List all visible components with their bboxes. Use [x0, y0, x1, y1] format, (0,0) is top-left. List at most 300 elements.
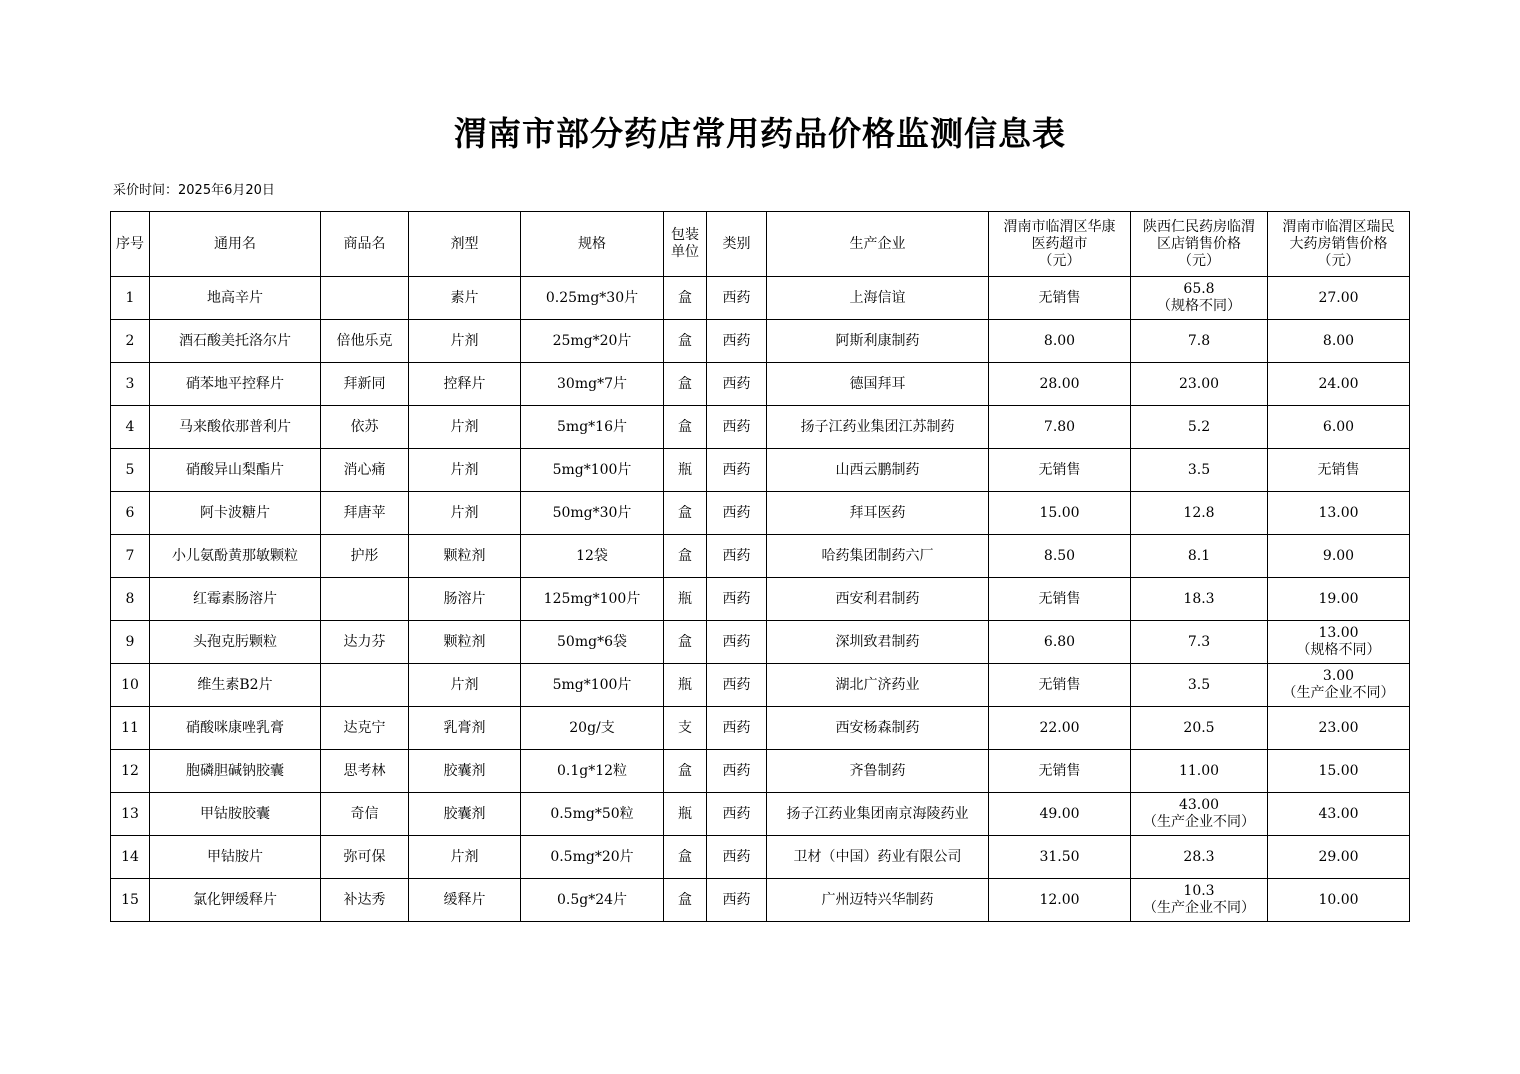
table-header-row: [111, 212, 1410, 277]
cell-price-huakang: [989, 621, 1131, 664]
header-dosage-form: [409, 212, 521, 277]
cell-category: [707, 793, 767, 836]
cell-brand-name-value: 倍他乐克: [336, 332, 393, 349]
cell-generic-name: [150, 879, 321, 922]
cell-price-ruimin: [1268, 535, 1410, 578]
cell-spec: [521, 836, 664, 879]
cell-category-value: 西药: [722, 676, 751, 693]
cell-category-value: 西药: [722, 633, 751, 650]
cell-pack-unit-value: 瓶: [678, 805, 692, 822]
cell-generic-name-value: 硝苯地平控释片: [186, 375, 284, 392]
cell-dosage-form-value: 肠溶片: [443, 590, 486, 607]
cell-brand-name-value: 消心痛: [343, 461, 386, 478]
cell-spec-value: 25mg*20片: [552, 332, 632, 349]
cell-no-value: 15: [121, 891, 139, 908]
cell-generic-name: [150, 578, 321, 621]
cell-dosage-form: [409, 621, 521, 664]
cell-no: [111, 621, 150, 664]
cell-price-renmin-value: 5.2: [1187, 418, 1211, 435]
cell-pack-unit-value: 盒: [678, 633, 692, 650]
cell-price-ruimin-value: 24.00: [1318, 375, 1359, 392]
cell-price-ruimin: [1268, 664, 1410, 707]
cell-manufacturer: [767, 535, 989, 578]
cell-pack-unit-value: 盒: [678, 547, 692, 564]
cell-generic-name: [150, 793, 321, 836]
header-line: 通用名: [214, 235, 256, 252]
cell-pack-unit-value: 盒: [678, 375, 692, 392]
cell-pack-unit: [664, 277, 707, 320]
table-row: [111, 707, 1410, 750]
cell-pack-unit: [664, 750, 707, 793]
cell-price-huakang-value: 无销售: [1038, 461, 1081, 478]
cell-no: [111, 578, 150, 621]
cell-pack-unit-value: 盒: [678, 504, 692, 521]
cell-manufacturer: [767, 664, 989, 707]
cell-no: [111, 320, 150, 363]
cell-price-renmin-value: 3.5: [1187, 676, 1211, 693]
cell-dosage-form: [409, 277, 521, 320]
cell-price-huakang: [989, 277, 1131, 320]
table-row: [111, 277, 1410, 320]
cell-manufacturer: [767, 707, 989, 750]
cell-spec: [521, 621, 664, 664]
header-line: （元）: [1038, 252, 1081, 269]
cell-price-renmin: [1131, 406, 1268, 449]
cell-price-huakang: [989, 793, 1131, 836]
cell-category: [707, 879, 767, 922]
cell-price-renmin-note: （规格不同）: [1157, 298, 1241, 314]
table-row: [111, 793, 1410, 836]
cell-price-renmin-value: 65.8: [1183, 281, 1215, 297]
table-row: [111, 836, 1410, 879]
cell-price-huakang: [989, 449, 1131, 492]
cell-pack-unit-value: 盒: [678, 891, 692, 908]
cell-manufacturer: [767, 879, 989, 922]
cell-price-renmin: [1131, 578, 1268, 621]
cell-price-ruimin-value: 23.00: [1318, 719, 1359, 736]
table-row: [111, 406, 1410, 449]
cell-brand-name: [321, 449, 409, 492]
cell-no: [111, 492, 150, 535]
cell-price-huakang-value: 无销售: [1038, 590, 1081, 607]
cell-generic-name-value: 小儿氨酚黄那敏颗粒: [172, 547, 298, 564]
cell-brand-name: [321, 277, 409, 320]
cell-price-renmin-value: 10.3: [1183, 883, 1215, 899]
cell-manufacturer: [767, 578, 989, 621]
cell-price-huakang: [989, 578, 1131, 621]
cell-manufacturer: [767, 793, 989, 836]
cell-dosage-form-value: 片剂: [450, 461, 479, 478]
cell-price-huakang: [989, 492, 1131, 535]
cell-price-renmin: [1131, 320, 1268, 363]
header-price-renmin: [1131, 212, 1268, 277]
cell-price-ruimin-value: 29.00: [1318, 848, 1359, 865]
header-spec: [521, 212, 664, 277]
cell-generic-name-value: 阿卡波糖片: [200, 504, 270, 521]
cell-price-ruimin: [1268, 793, 1410, 836]
cell-no: [111, 406, 150, 449]
cell-category: [707, 492, 767, 535]
cell-no-value: 9: [125, 633, 135, 650]
cell-spec: [521, 707, 664, 750]
cell-price-ruimin-value: 13.00: [1318, 625, 1359, 641]
cell-brand-name: [321, 492, 409, 535]
cell-brand-name: [321, 578, 409, 621]
page-title: 渭南市部分药店常用药品价格监测信息表: [454, 114, 1066, 153]
cell-category: [707, 836, 767, 879]
cell-generic-name: [150, 320, 321, 363]
cell-no-value: 10: [121, 676, 139, 693]
cell-no: [111, 793, 150, 836]
cell-price-huakang-value: 49.00: [1039, 805, 1080, 822]
header-line: 序号: [116, 235, 144, 252]
cell-dosage-form-value: 片剂: [450, 504, 479, 521]
cell-generic-name-value: 甲钴胺片: [207, 848, 263, 865]
header-pack-unit: [664, 212, 707, 277]
cell-pack-unit-value: 盒: [678, 289, 692, 306]
cell-category: [707, 621, 767, 664]
cell-dosage-form: [409, 363, 521, 406]
cell-price-renmin-value: 12.8: [1183, 504, 1215, 521]
cell-price-renmin-value: 28.3: [1183, 848, 1215, 865]
cell-category-value: 西药: [722, 418, 751, 435]
table-row: [111, 578, 1410, 621]
cell-dosage-form: [409, 750, 521, 793]
cell-manufacturer: [767, 320, 989, 363]
cell-dosage-form: [409, 664, 521, 707]
cell-price-huakang: [989, 879, 1131, 922]
cell-spec: [521, 750, 664, 793]
cell-pack-unit: [664, 578, 707, 621]
cell-manufacturer: [767, 836, 989, 879]
cell-pack-unit-value: 盒: [678, 762, 692, 779]
cell-manufacturer: [767, 277, 989, 320]
cell-manufacturer: [767, 363, 989, 406]
header-line: （元）: [1317, 252, 1360, 269]
cell-brand-name: [321, 707, 409, 750]
cell-manufacturer-value: 齐鲁制药: [849, 762, 906, 779]
table-row: [111, 320, 1410, 363]
cell-brand-name: [321, 363, 409, 406]
cell-price-huakang: [989, 750, 1131, 793]
cell-spec-value: 5mg*100片: [552, 676, 632, 693]
cell-pack-unit: [664, 449, 707, 492]
cell-no: [111, 363, 150, 406]
cell-brand-name-value: 达克宁: [343, 719, 386, 736]
cell-no-value: 2: [125, 332, 135, 349]
cell-price-renmin-value: 7.8: [1187, 332, 1211, 349]
header-manufacturer: [767, 212, 989, 277]
cell-no: [111, 664, 150, 707]
cell-spec-value: 0.25mg*30片: [545, 289, 639, 306]
cell-generic-name: [150, 492, 321, 535]
header-generic-name: [150, 212, 321, 277]
cell-price-ruimin-value: 8.00: [1322, 332, 1355, 349]
cell-no-value: 12: [121, 762, 139, 779]
cell-brand-name-value: 拜唐苹: [343, 504, 386, 521]
cell-generic-name: [150, 363, 321, 406]
cell-spec: [521, 277, 664, 320]
cell-pack-unit: [664, 879, 707, 922]
cell-price-renmin: [1131, 621, 1268, 664]
cell-brand-name-value: 依苏: [350, 418, 379, 435]
cell-pack-unit: [664, 707, 707, 750]
cell-price-ruimin-value: 27.00: [1318, 289, 1359, 306]
cell-pack-unit: [664, 363, 707, 406]
cell-price-huakang-value: 12.00: [1039, 891, 1080, 908]
cell-price-ruimin-value: 10.00: [1318, 891, 1359, 908]
survey-date: 采价时间：2025年6月20日: [113, 183, 275, 198]
cell-manufacturer-value: 扬子江药业集团江苏制药: [800, 418, 955, 435]
header-line: 渭南市临渭区华康: [1003, 218, 1116, 235]
cell-price-ruimin-note: （生产企业不同）: [1282, 685, 1395, 701]
cell-spec-value: 0.5mg*20片: [550, 848, 634, 865]
header-line: （元）: [1178, 252, 1220, 269]
cell-spec: [521, 879, 664, 922]
cell-brand-name: [321, 621, 409, 664]
cell-category: [707, 664, 767, 707]
cell-spec: [521, 449, 664, 492]
cell-generic-name: [150, 449, 321, 492]
cell-manufacturer-value: 山西云鹏制药: [835, 461, 920, 478]
cell-generic-name-value: 硝酸异山梨酯片: [186, 461, 284, 478]
cell-generic-name: [150, 664, 321, 707]
cell-spec: [521, 320, 664, 363]
header-line: 医药超市: [1031, 235, 1088, 252]
cell-category: [707, 406, 767, 449]
cell-spec-value: 125mg*100片: [543, 590, 641, 607]
cell-pack-unit-value: 瓶: [678, 676, 692, 693]
cell-manufacturer: [767, 492, 989, 535]
cell-category-value: 西药: [722, 332, 751, 349]
cell-price-ruimin: [1268, 578, 1410, 621]
table-body: [111, 277, 1410, 922]
cell-manufacturer-value: 西安杨森制药: [835, 719, 920, 736]
cell-category-value: 西药: [722, 848, 751, 865]
cell-brand-name-value: 拜新同: [343, 375, 386, 392]
cell-brand-name: [321, 320, 409, 363]
cell-manufacturer-value: 阿斯利康制药: [835, 332, 920, 349]
cell-no-value: 3: [125, 375, 135, 392]
price-monitoring-table: [110, 211, 1410, 922]
header-line: 商品名: [343, 235, 386, 252]
cell-generic-name: [150, 535, 321, 578]
cell-no-value: 6: [125, 504, 135, 521]
cell-no-value: 1: [125, 289, 135, 306]
cell-price-renmin: [1131, 492, 1268, 535]
cell-price-huakang: [989, 664, 1131, 707]
cell-generic-name-value: 红霉素肠溶片: [193, 590, 277, 607]
table-row: [111, 492, 1410, 535]
cell-price-renmin-value: 23.00: [1178, 375, 1220, 392]
cell-price-renmin-note: （生产企业不同）: [1143, 814, 1255, 830]
cell-generic-name: [150, 707, 321, 750]
cell-no-value: 5: [125, 461, 135, 478]
cell-generic-name-value: 头孢克肟颗粒: [193, 633, 277, 650]
cell-pack-unit: [664, 320, 707, 363]
cell-brand-name-value: 达力芬: [343, 633, 386, 650]
cell-manufacturer: [767, 406, 989, 449]
cell-brand-name: [321, 406, 409, 449]
cell-generic-name-value: 维生素B2片: [197, 676, 273, 693]
header-line: 单位: [671, 244, 699, 260]
cell-no-value: 4: [125, 418, 135, 435]
cell-spec-value: 20g/支: [569, 719, 615, 736]
cell-spec-value: 50mg*30片: [552, 504, 632, 521]
cell-brand-name: [321, 750, 409, 793]
cell-price-renmin: [1131, 836, 1268, 879]
cell-price-renmin: [1131, 277, 1268, 320]
cell-manufacturer: [767, 750, 989, 793]
cell-price-renmin: [1131, 750, 1268, 793]
cell-spec-value: 0.5mg*50粒: [550, 805, 634, 822]
cell-pack-unit-value: 盒: [678, 418, 692, 435]
cell-pack-unit: [664, 406, 707, 449]
cell-generic-name-value: 胞磷胆碱钠胶囊: [186, 762, 284, 779]
cell-spec: [521, 578, 664, 621]
table-row: [111, 621, 1410, 664]
cell-dosage-form: [409, 492, 521, 535]
header-no: [111, 212, 150, 277]
cell-pack-unit: [664, 492, 707, 535]
cell-price-huakang: [989, 535, 1131, 578]
cell-price-renmin: [1131, 707, 1268, 750]
cell-no-value: 8: [125, 590, 135, 607]
cell-no-value: 11: [121, 719, 139, 736]
cell-pack-unit-value: 瓶: [678, 461, 692, 478]
cell-price-renmin: [1131, 793, 1268, 836]
cell-price-renmin-value: 18.3: [1183, 590, 1215, 607]
cell-spec: [521, 664, 664, 707]
cell-generic-name: [150, 277, 321, 320]
table-row: [111, 363, 1410, 406]
cell-spec: [521, 406, 664, 449]
cell-dosage-form-value: 胶囊剂: [443, 805, 486, 822]
cell-manufacturer-value: 卫材（中国）药业有限公司: [793, 848, 962, 865]
cell-spec-value: 12袋: [576, 547, 608, 564]
cell-price-ruimin: [1268, 449, 1410, 492]
cell-price-ruimin-note: （规格不同）: [1296, 642, 1381, 658]
cell-pack-unit-value: 支: [678, 719, 692, 736]
cell-price-renmin-value: 3.5: [1187, 461, 1211, 478]
cell-price-ruimin-value: 6.00: [1322, 418, 1355, 435]
cell-category-value: 西药: [722, 461, 751, 478]
cell-dosage-form: [409, 320, 521, 363]
cell-price-renmin-value: 8.1: [1187, 547, 1211, 564]
cell-category: [707, 449, 767, 492]
cell-brand-name-value: 奇信: [350, 805, 379, 822]
cell-price-ruimin: [1268, 750, 1410, 793]
cell-dosage-form: [409, 793, 521, 836]
cell-dosage-form-value: 胶囊剂: [443, 762, 486, 779]
cell-no-value: 13: [121, 805, 139, 822]
cell-price-renmin-note: （生产企业不同）: [1143, 900, 1255, 916]
cell-spec-value: 5mg*16片: [557, 418, 627, 435]
cell-category: [707, 277, 767, 320]
cell-spec: [521, 363, 664, 406]
cell-price-renmin: [1131, 664, 1268, 707]
cell-category: [707, 750, 767, 793]
cell-manufacturer-value: 哈药集团制药六厂: [821, 547, 934, 564]
cell-dosage-form: [409, 707, 521, 750]
table-row: [111, 664, 1410, 707]
cell-pack-unit: [664, 664, 707, 707]
cell-dosage-form: [409, 406, 521, 449]
cell-manufacturer-value: 德国拜耳: [849, 375, 906, 392]
cell-dosage-form-value: 片剂: [450, 418, 479, 435]
header-line: 包装: [671, 227, 699, 243]
cell-dosage-form-value: 乳膏剂: [443, 719, 486, 736]
header-line: 渭南市临渭区瑞民: [1282, 218, 1395, 235]
cell-category-value: 西药: [722, 504, 751, 521]
cell-no-value: 7: [125, 547, 135, 564]
header-line: 生产企业: [849, 235, 906, 252]
cell-price-ruimin-value: 15.00: [1318, 762, 1359, 779]
cell-price-huakang: [989, 836, 1131, 879]
cell-price-ruimin-value: 3.00: [1322, 668, 1355, 684]
cell-pack-unit: [664, 535, 707, 578]
cell-category-value: 西药: [722, 891, 751, 908]
cell-spec-value: 5mg*100片: [552, 461, 632, 478]
cell-no: [111, 750, 150, 793]
cell-category: [707, 320, 767, 363]
cell-price-ruimin: [1268, 363, 1410, 406]
table-row: [111, 750, 1410, 793]
cell-price-renmin: [1131, 363, 1268, 406]
cell-price-ruimin: [1268, 277, 1410, 320]
cell-price-huakang-value: 28.00: [1039, 375, 1080, 392]
cell-category-value: 西药: [722, 805, 751, 822]
cell-no-value: 14: [121, 848, 139, 865]
cell-no: [111, 277, 150, 320]
cell-brand-name-value: 思考林: [343, 762, 386, 779]
cell-dosage-form-value: 片剂: [450, 848, 479, 865]
cell-dosage-form: [409, 535, 521, 578]
cell-price-huakang-value: 22.00: [1039, 719, 1080, 736]
cell-generic-name: [150, 750, 321, 793]
cell-no: [111, 707, 150, 750]
cell-category-value: 西药: [722, 547, 751, 564]
cell-price-ruimin: [1268, 879, 1410, 922]
cell-generic-name-value: 马来酸依那普利片: [179, 418, 291, 435]
cell-price-huakang-value: 7.80: [1043, 418, 1076, 435]
cell-price-ruimin-value: 19.00: [1318, 590, 1359, 607]
cell-pack-unit-value: 瓶: [678, 590, 692, 607]
cell-manufacturer-value: 深圳致君制药: [835, 633, 920, 650]
cell-dosage-form-value: 控释片: [443, 375, 486, 392]
cell-price-ruimin: [1268, 406, 1410, 449]
cell-generic-name: [150, 621, 321, 664]
cell-brand-name: [321, 664, 409, 707]
cell-price-huakang-value: 无销售: [1038, 289, 1081, 306]
cell-manufacturer: [767, 449, 989, 492]
cell-spec-value: 30mg*7片: [557, 375, 627, 392]
cell-price-renmin-value: 7.3: [1187, 633, 1211, 650]
cell-category-value: 西药: [722, 289, 751, 306]
cell-dosage-form-value: 片剂: [450, 332, 479, 349]
cell-brand-name: [321, 836, 409, 879]
cell-price-renmin: [1131, 879, 1268, 922]
header-line: 剂型: [450, 235, 479, 252]
cell-no: [111, 836, 150, 879]
cell-generic-name: [150, 836, 321, 879]
cell-manufacturer-value: 广州迈特兴华制药: [821, 891, 934, 908]
cell-category-value: 西药: [722, 762, 751, 779]
cell-generic-name-value: 硝酸咪康唑乳膏: [186, 719, 284, 736]
cell-no: [111, 449, 150, 492]
cell-price-ruimin-value: 9.00: [1322, 547, 1355, 564]
header-price-ruimin: [1268, 212, 1410, 277]
